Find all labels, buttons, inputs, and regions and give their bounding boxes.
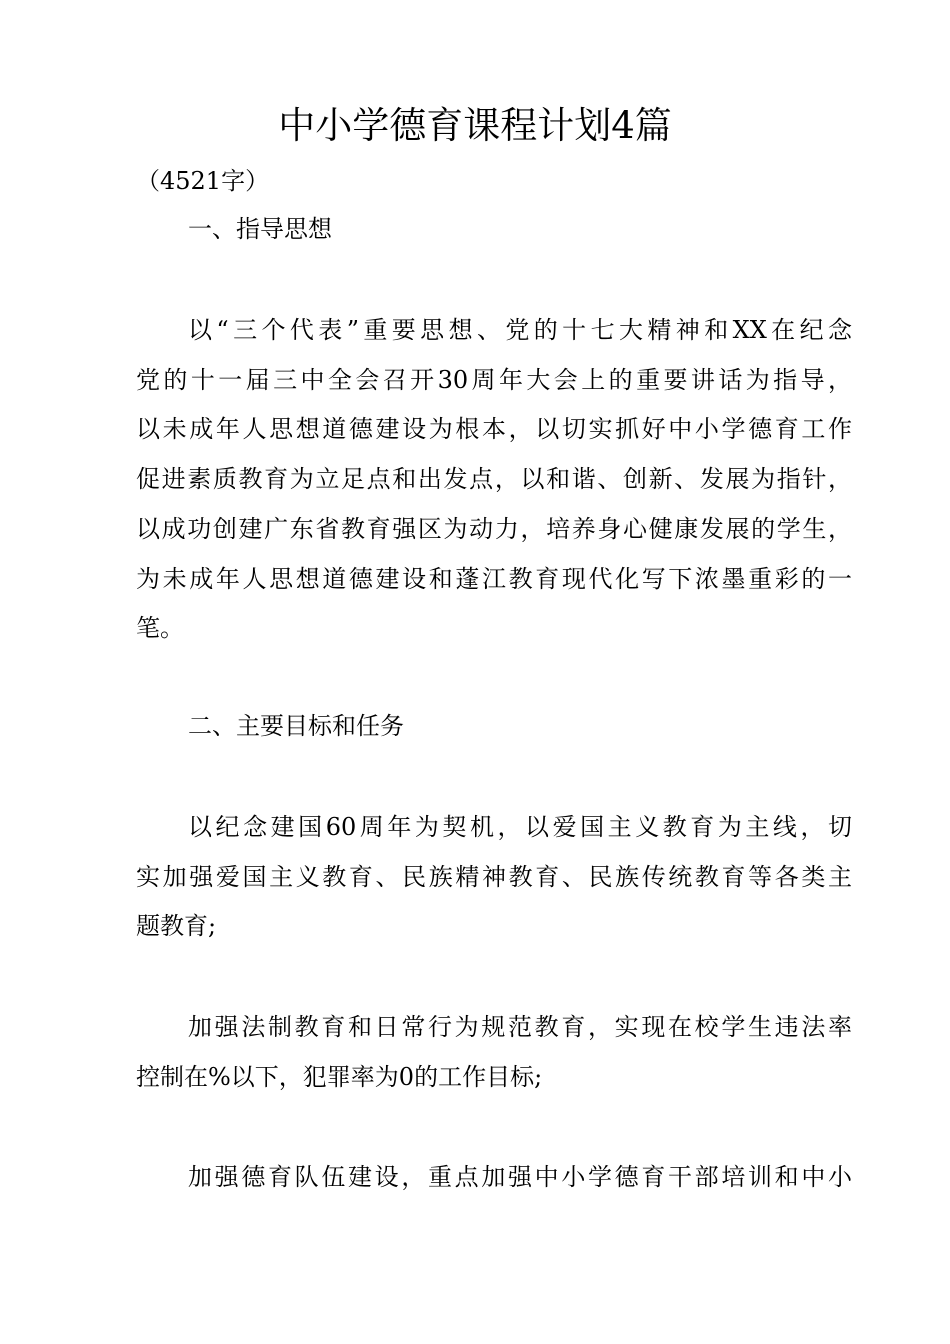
section-heading-goals-and-tasks: 二、主要目标和任务 xyxy=(188,712,404,740)
paragraph-line: 以“三个代表”重要思想、党的十七大精神和XX在纪念 xyxy=(188,316,852,344)
paragraph-legal-education xyxy=(136,1003,852,1102)
paragraph-line: 为未成年人思想道德建设和蓬江教育现代化写下浓墨重彩的一 xyxy=(136,564,852,593)
paragraph-line: 加强德育队伍建设，重点加强中小学德育干部培训和中小 xyxy=(188,1163,852,1191)
paragraph-line: 以成功创建广东省教育强区为动力，培养身心健康发展的学生， xyxy=(136,514,852,543)
paragraph-line: 控制在%以下，犯罪率为0的工作目标; xyxy=(136,1062,543,1091)
paragraph-guiding-ideology xyxy=(136,306,852,654)
paragraph-patriotic-education xyxy=(136,803,852,952)
paragraph-moral-team-building xyxy=(136,1153,852,1203)
paragraph-line: 题教育; xyxy=(136,912,217,941)
word-count: （4521字） xyxy=(136,167,270,195)
section-heading-guiding-ideology: 一、指导思想 xyxy=(188,215,332,243)
paragraph-line: 实加强爱国主义教育、民族精神教育、民族传统教育等各类主 xyxy=(136,862,852,891)
document-title: 中小学德育课程计划4篇 xyxy=(278,104,672,147)
paragraph-line: 以未成年人思想道德建设为根本，以切实抓好中小学德育工作 xyxy=(136,415,852,444)
paragraph-line: 加强法制教育和日常行为规范教育，实现在校学生违法率 xyxy=(188,1013,852,1041)
paragraph-line: 促进素质教育为立足点和出发点，以和谐、创新、发展为指针， xyxy=(136,465,852,494)
paragraph-line: 以纪念建国60周年为契机，以爱国主义教育为主线，切 xyxy=(188,813,852,841)
paragraph-line: 笔。 xyxy=(136,614,184,643)
paragraph-line: 党的十一届三中全会召开30周年大会上的重要讲话为指导， xyxy=(136,365,852,394)
